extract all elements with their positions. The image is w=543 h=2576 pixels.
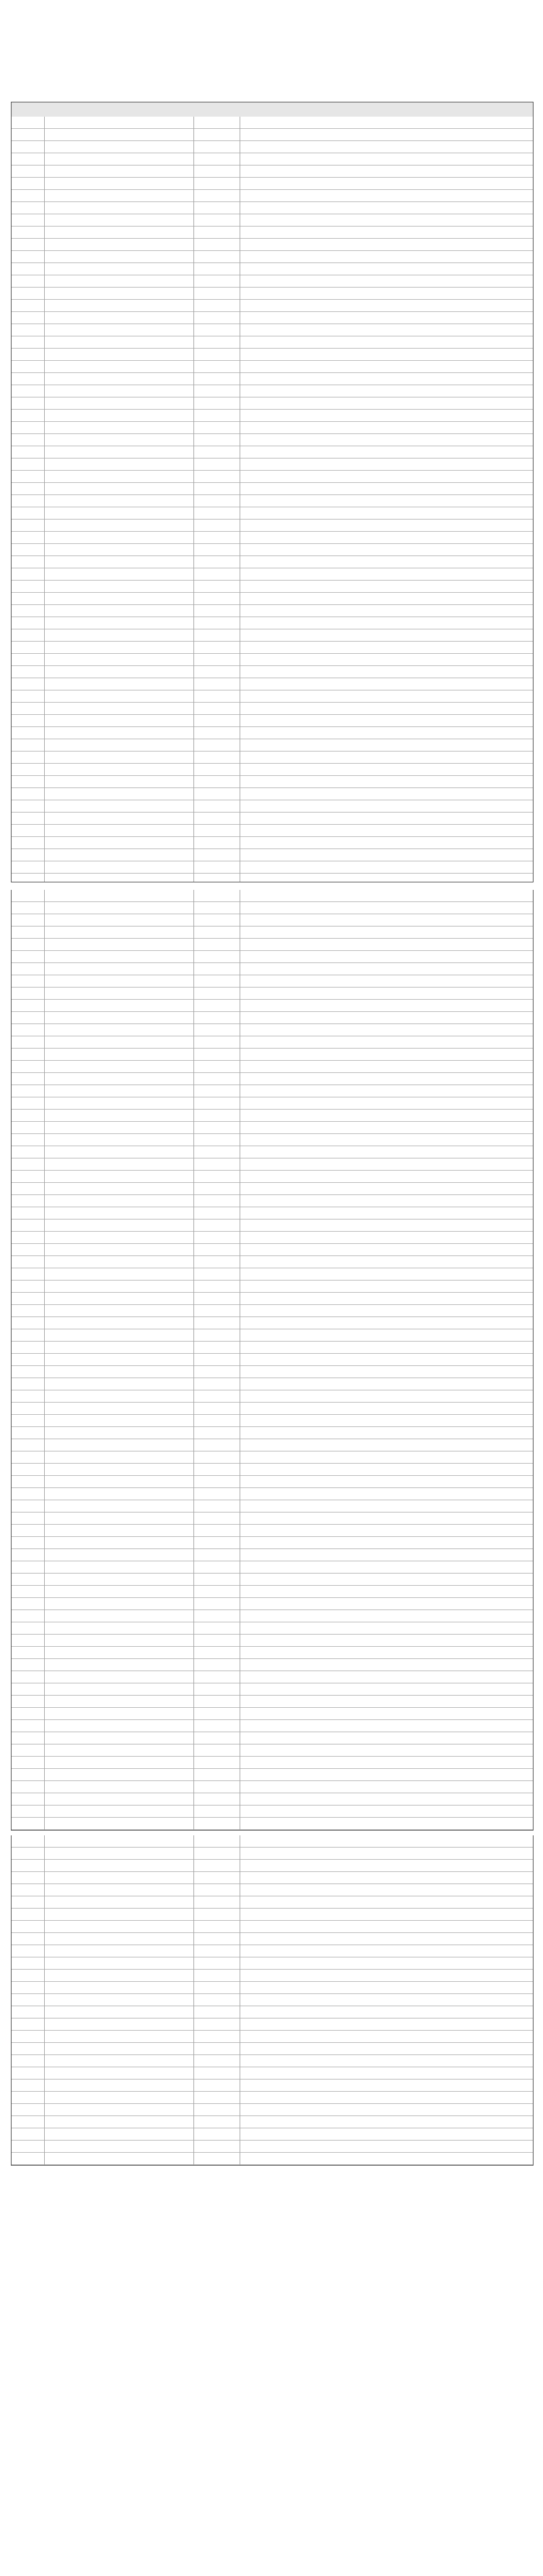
notice-closing-line bbox=[10, 2195, 532, 2211]
notice-closing-line bbox=[10, 2341, 532, 2358]
notice-closing-line bbox=[10, 2390, 532, 2406]
table-column-divider bbox=[193, 1835, 194, 2165]
notice-closing-line bbox=[10, 2325, 532, 2341]
notice-closing-line bbox=[10, 2244, 532, 2260]
notice-closing bbox=[10, 2179, 532, 2520]
notice-intro-line bbox=[10, 66, 532, 81]
notice-closing-line bbox=[10, 2179, 532, 2195]
notice-closing-line bbox=[10, 2374, 532, 2390]
notice-intro-line bbox=[10, 7, 532, 22]
equipment-table-title bbox=[12, 102, 533, 106]
notice-closing-line bbox=[10, 2276, 532, 2292]
notice-closing-line bbox=[10, 2423, 532, 2439]
notice-intro-line bbox=[10, 37, 532, 52]
notice-closing-line bbox=[10, 2358, 532, 2374]
notice-closing-line bbox=[10, 2227, 532, 2244]
equipment-table-rows bbox=[11, 117, 533, 882]
notice-closing-line bbox=[10, 2260, 532, 2276]
table-column-divider bbox=[193, 117, 194, 882]
notice-closing-line bbox=[10, 2211, 532, 2227]
table-column-divider bbox=[44, 1835, 45, 2165]
equipment-table-rows bbox=[11, 1835, 533, 2166]
table-column-divider bbox=[193, 890, 194, 1830]
notice-closing-line bbox=[10, 2472, 532, 2488]
equipment-table-header bbox=[11, 102, 533, 118]
notice-closing-line bbox=[10, 2309, 532, 2325]
notice-closing-line bbox=[10, 2455, 532, 2472]
notice-closing-line bbox=[10, 2504, 532, 2520]
notice-closing-line bbox=[10, 2439, 532, 2455]
notice-closing-line bbox=[10, 2292, 532, 2309]
equipment-table-rows bbox=[11, 890, 533, 1831]
notice-intro-line bbox=[10, 22, 532, 37]
notice-closing-line bbox=[10, 2406, 532, 2423]
table-column-divider bbox=[44, 117, 45, 882]
notice-intro-line bbox=[10, 52, 532, 66]
notice-intro bbox=[10, 7, 532, 96]
notice-intro-line-red bbox=[10, 81, 532, 96]
notice-closing-line bbox=[10, 2488, 532, 2504]
table-column-divider bbox=[44, 890, 45, 1830]
